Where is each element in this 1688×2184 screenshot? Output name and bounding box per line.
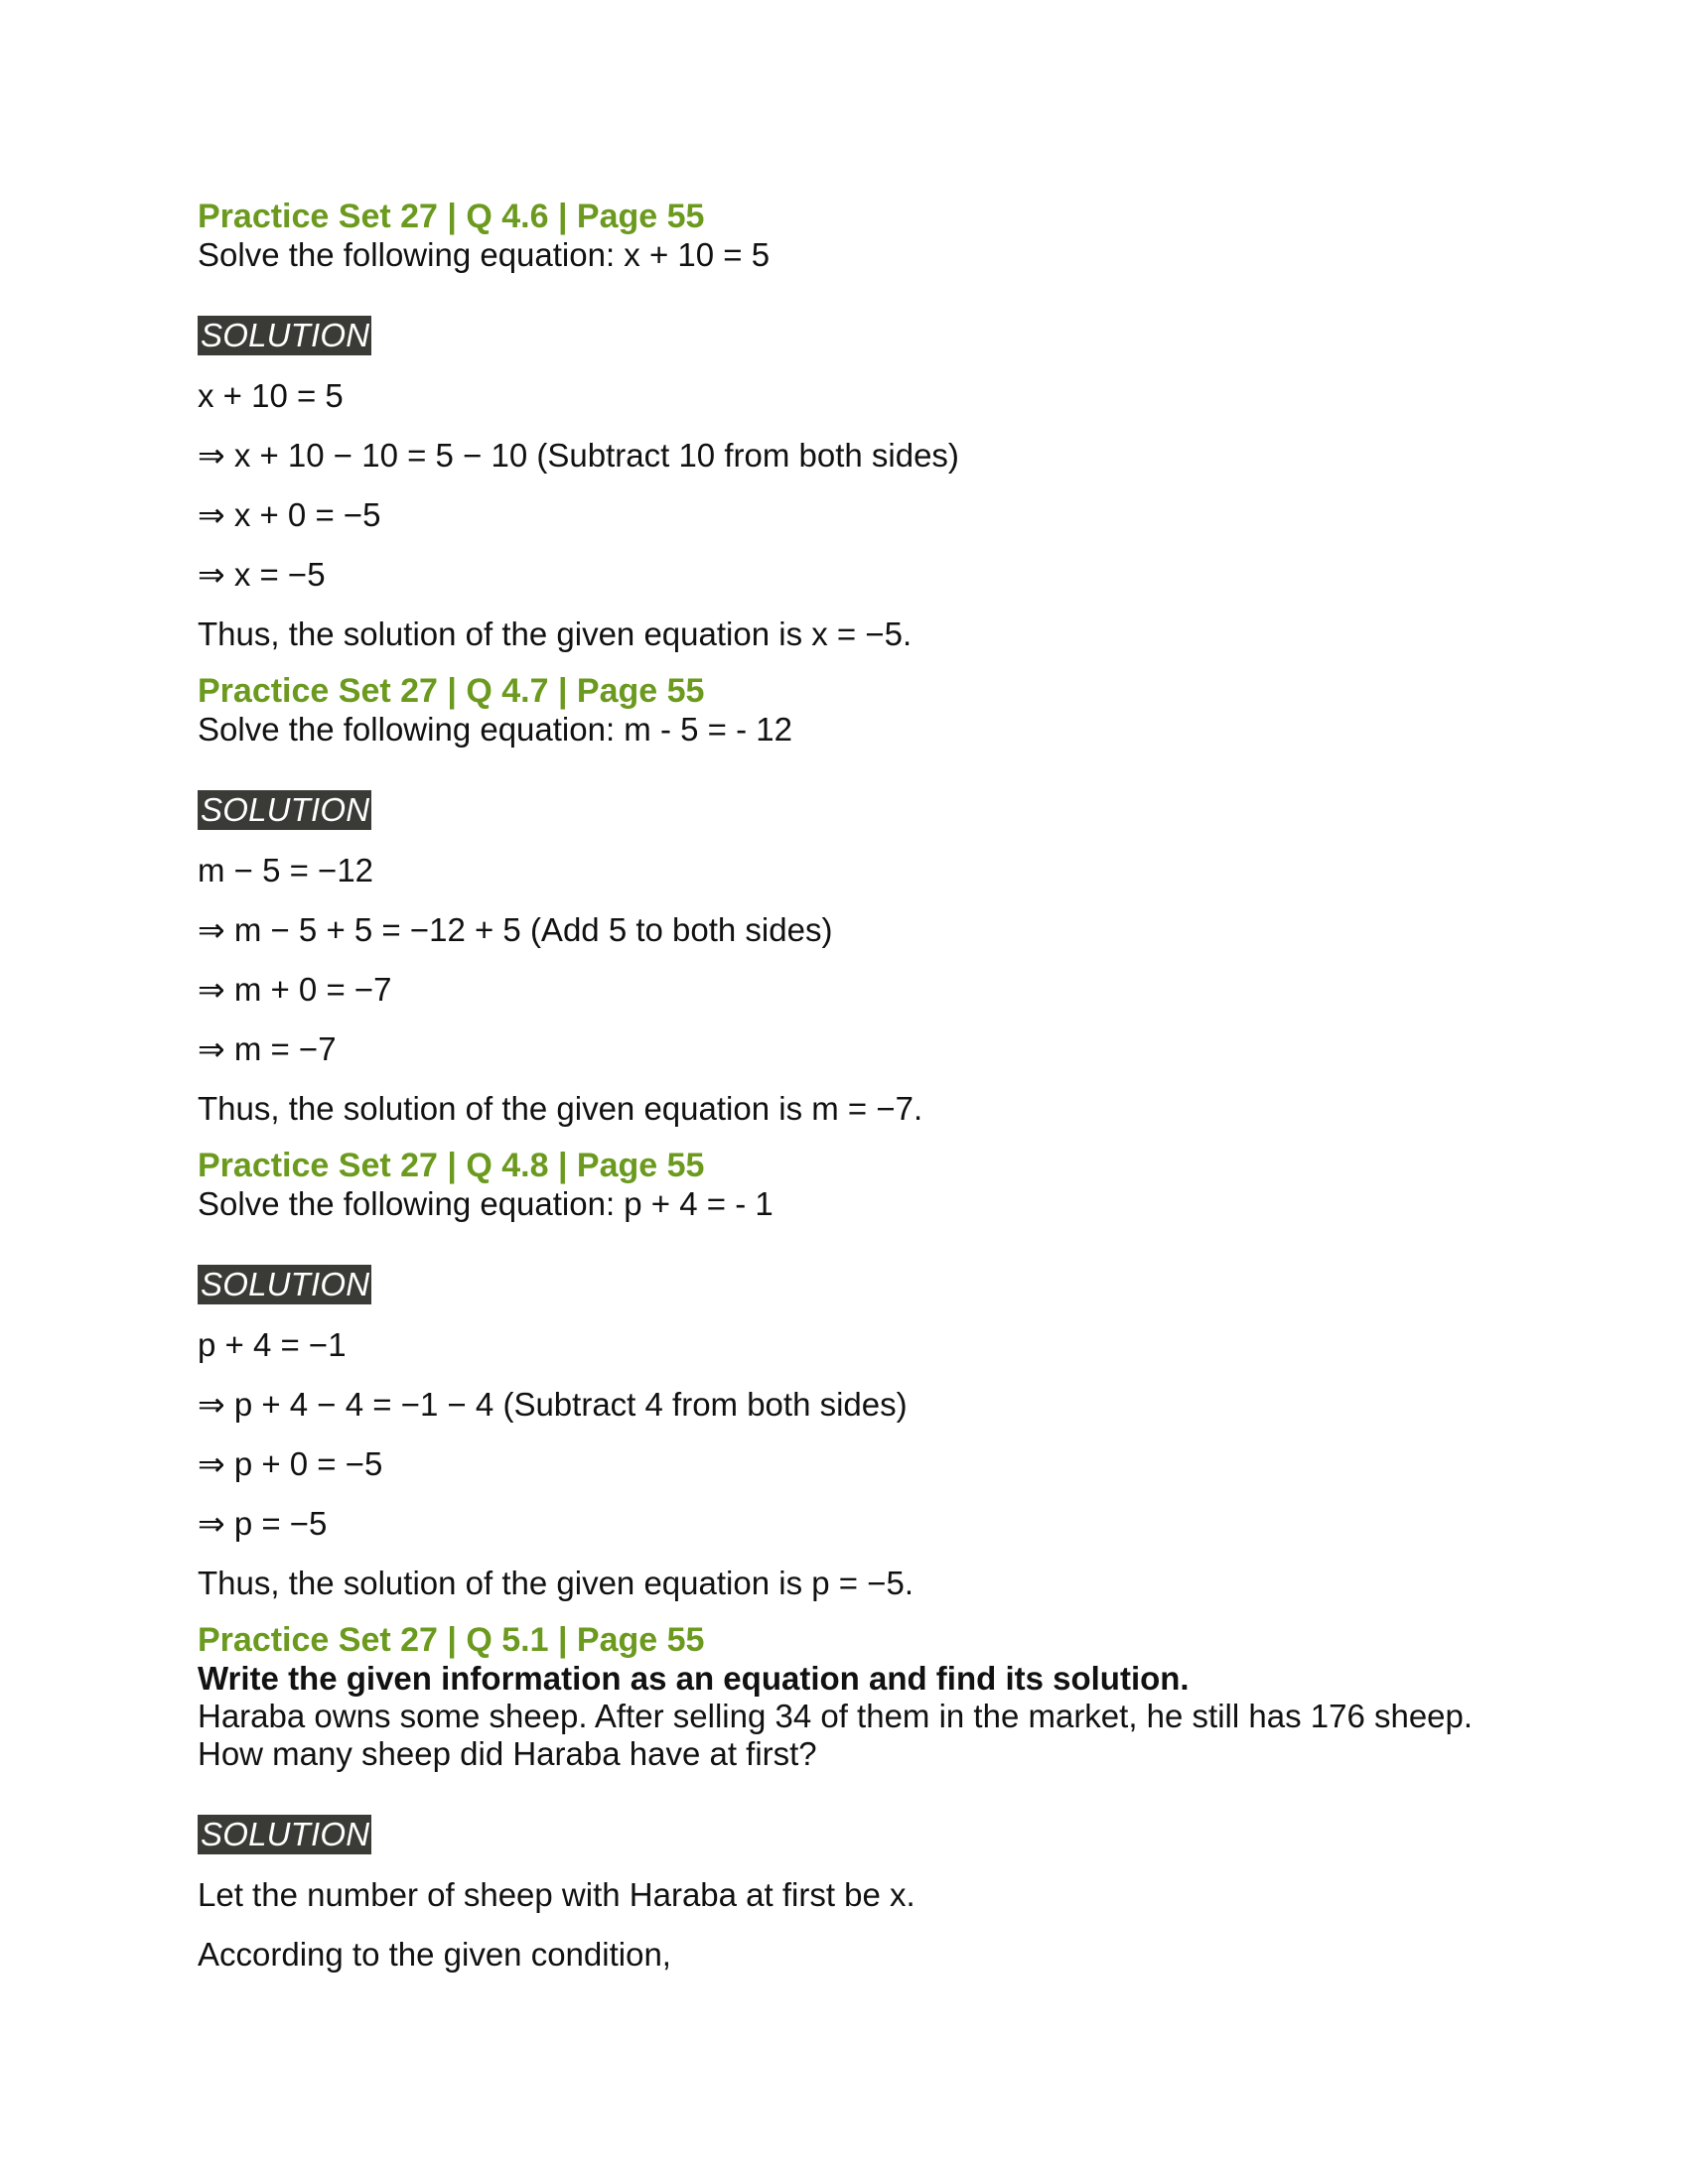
solution-label: SOLUTION — [198, 790, 371, 830]
solution-conclusion: Thus, the solution of the given equation is x = −5. — [198, 615, 913, 652]
question-header: Practice Set 27 | Q 5.1 | Page 55 — [198, 1621, 705, 1659]
solution-step: Let the number of sheep with Haraba at first be x. — [198, 1876, 915, 1913]
solution-step: According to the given condition, — [198, 1936, 671, 1973]
solution-steps — [198, 1326, 1508, 1602]
question-header: Practice Set 27 | Q 4.8 | Page 55 — [198, 1147, 705, 1184]
solution-step: ⇒ x + 0 = −5 — [198, 496, 381, 533]
solution-step: m − 5 = −12 — [198, 852, 374, 888]
solution-step: ⇒ m − 5 + 5 = −12 + 5 (Add 5 to both sides) — [198, 911, 833, 948]
solution-step: ⇒ m = −7 — [198, 1030, 337, 1067]
question-block-5-1 — [198, 1620, 1508, 1974]
solution-steps — [198, 377, 1508, 653]
solution-steps — [198, 1876, 1508, 1974]
question-instruction: Write the given information as an equation and find its solution. — [198, 1660, 1190, 1697]
question-prompt: Solve the following equation: p + 4 = - 1 — [198, 1185, 774, 1222]
solution-conclusion: Thus, the solution of the given equation is p = −5. — [198, 1565, 914, 1601]
solution-step: ⇒ x = −5 — [198, 556, 326, 593]
question-prompt: Solve the following equation: x + 10 = 5 — [198, 236, 771, 273]
solution-steps — [198, 852, 1508, 1128]
solution-step: ⇒ m + 0 = −7 — [198, 971, 392, 1008]
question-block-4-7 — [198, 671, 1508, 1128]
solution-label: SOLUTION — [198, 1265, 371, 1304]
solution-step: x + 10 = 5 — [198, 377, 344, 414]
solution-step: p + 4 = −1 — [198, 1326, 347, 1363]
question-header: Practice Set 27 | Q 4.7 | Page 55 — [198, 672, 705, 710]
question-block-4-8 — [198, 1146, 1508, 1602]
solution-step: ⇒ p + 4 − 4 = −1 − 4 (Subtract 4 from both sides) — [198, 1386, 908, 1423]
question-prompt: Solve the following equation: m - 5 = - 12 — [198, 711, 792, 748]
question-prompt: Haraba owns some sheep. After selling 34 of them in the market, he still has 176 sheep. How many sheep did Haraba have at first? — [198, 1698, 1474, 1772]
solution-conclusion: Thus, the solution of the given equation is m = −7. — [198, 1090, 923, 1127]
solution-step: ⇒ p + 0 = −5 — [198, 1445, 383, 1482]
question-block-4-6 — [198, 197, 1508, 653]
solution-step: ⇒ p = −5 — [198, 1505, 328, 1542]
question-header: Practice Set 27 | Q 4.6 | Page 55 — [198, 198, 705, 235]
solution-label: SOLUTION — [198, 1815, 371, 1854]
document-body — [198, 197, 1508, 1991]
solution-label: SOLUTION — [198, 316, 371, 355]
solution-step: ⇒ x + 10 − 10 = 5 − 10 (Subtract 10 from both sides) — [198, 437, 959, 474]
